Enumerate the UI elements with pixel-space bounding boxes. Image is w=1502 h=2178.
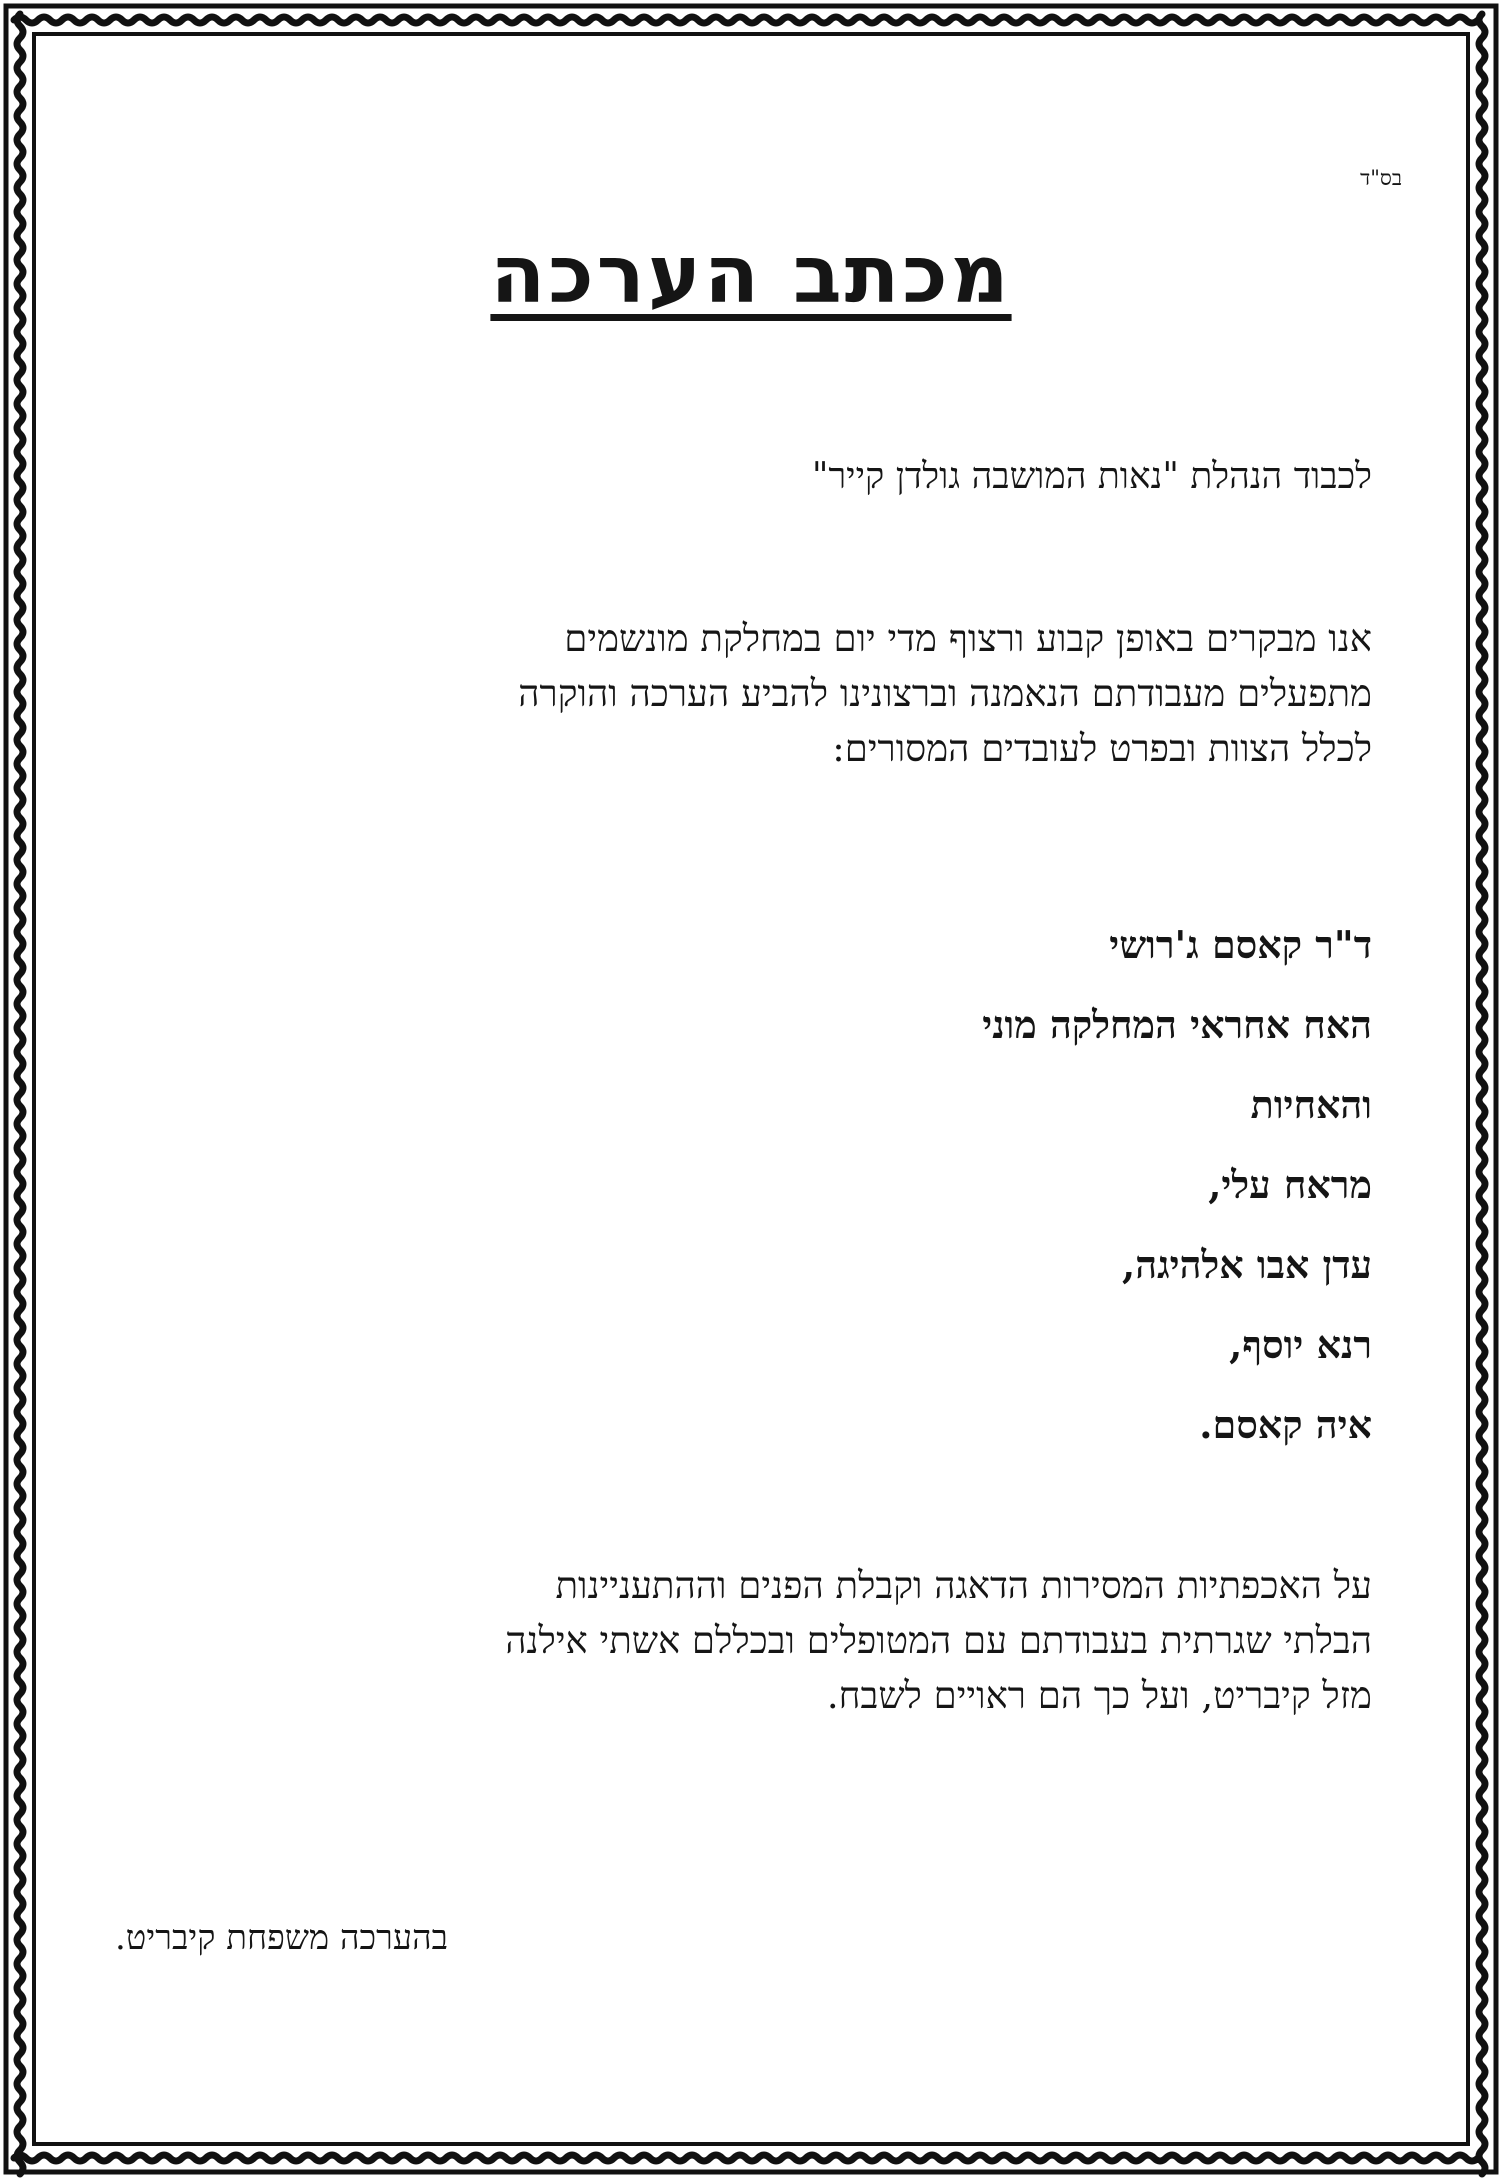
staff-name: האח אחראי המחלקה מוני xyxy=(982,1002,1372,1047)
signature: בהערכה משפחת קיבריט. xyxy=(115,1918,449,1958)
staff-name: רנא יוסף, xyxy=(1229,1322,1372,1367)
salutation: לכבוד הנהלת "נאות המושבה גולדן קייר" xyxy=(811,456,1372,497)
intro-line: אנו מבקרים באופן קבוע ורצוף מדי יום במחלקת מונשמים xyxy=(564,617,1372,660)
closing-paragraph xyxy=(505,1558,1372,1723)
closing-line: מזל קיבריט, ועל כך הם ראויים לשבח. xyxy=(826,1674,1372,1717)
intro-line: מתפעלים מעבודתם הנאמנה וברצונינו להביע הערכה והוקרה xyxy=(518,672,1372,715)
header-mark: בס"ד xyxy=(1360,166,1402,190)
staff-name: והאחיות xyxy=(1250,1082,1372,1127)
letter-title: מכתב הערכה xyxy=(490,228,1012,321)
staff-name: איה קאסם. xyxy=(1199,1402,1372,1447)
staff-name: ד"ר קאסם ג'רושי xyxy=(1109,922,1372,967)
staff-name: עדן אבו אלהיגה, xyxy=(1122,1242,1372,1287)
closing-line: על האכפתיות המסירות הדאגה וקבלת הפנים וההתעניינות xyxy=(555,1564,1372,1607)
staff-names-list xyxy=(982,905,1372,1465)
intro-line: לכלל הצוות ובפרט לעובדים המסורים: xyxy=(832,727,1372,770)
closing-line: הבלתי שגרתית בעבודתם עם המטופלים ובכללם אשתי אילנה xyxy=(505,1619,1372,1662)
staff-name: מראח עלי, xyxy=(1208,1162,1372,1207)
intro-paragraph xyxy=(518,611,1372,776)
